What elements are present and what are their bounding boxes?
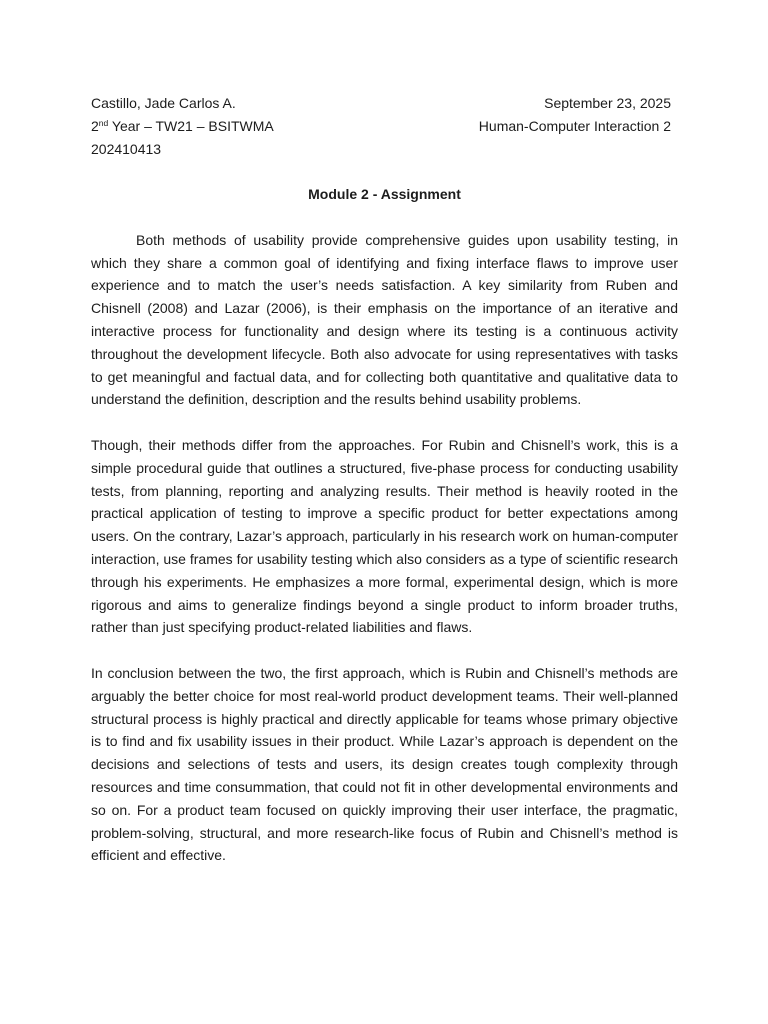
paragraph-differences: Though, their methods differ from the approaches. For Rubin and Chisnell’s work, this is a simple procedural guide that outlines a structured, five-phase process for conducting usability tests, from planning, reporting and analyzing results. Their method is heavily rooted in the practical application of testing to improve a specific product for better expectations among users. On the contrary, Lazar’s approach, particularly in his research work on human-computer interaction, use frames for usability testing which also considers as a type of scientific research through his experiments. He emphasizes a more formal, experimental design, which is more rigorous and aims to generalize findings beyond a single product to inform broader truths, rather than just specifying product-related liabilities and flaws. xyxy=(91,436,678,636)
year-section xyxy=(91,115,274,138)
paragraph-similarities: Both methods of usability provide comprehensive guides upon usability testing, in which they share a common goal of identifying and fixing interface flaws to improve user experience and to match the user’s needs satisfaction. A key similarity from Ruben and Chisnell (2008) and Lazar (2006), is their emphasis on the importance of an iterative and interactive process for functionality and design where its testing is a continuous activity throughout the development lifecycle. Both also advocate for using representatives with tasks to get meaningful and factual data, and for collecting both quantitative and qualitative data to understand the definition, description and the results behind usability problems. xyxy=(91,231,678,408)
year-number: 2 xyxy=(91,117,99,134)
year-rest: Year – TW21 – BSITWMA xyxy=(108,117,274,134)
document-page xyxy=(91,92,678,890)
header-row-2 xyxy=(91,115,678,138)
header-row-3 xyxy=(91,138,678,161)
paragraph-conclusion: In conclusion between the two, the first approach, which is Rubin and Chisnell’s methods are arguably the better choice for most real-world product development teams. Their well-planned structural process is highly practical and directly applicable for teams whose primary objective is to find and fix usability issues in their product. While Lazar’s approach is dependent on the decisions and selections of tests and users, its design creates tough complexity through resources and time consummation, that could not fit in other developmental environments and so on. For a product team focused on quickly improving their user interface, the pragmatic, problem-solving, structural, and more research-like focus of Rubin and Chisnell’s method is efficient and effective. xyxy=(91,664,678,864)
year-suffix: nd xyxy=(98,117,109,128)
assignment-title: Module 2 - Assignment xyxy=(308,186,461,203)
student-id: 202410413 xyxy=(91,140,162,157)
submission-date: September 23, 2025 xyxy=(544,95,671,111)
header-row-1 xyxy=(91,92,678,115)
course-name: Human-Computer Interaction 2 xyxy=(478,117,671,134)
student-name: Castillo, Jade Carlos A. xyxy=(91,95,236,111)
